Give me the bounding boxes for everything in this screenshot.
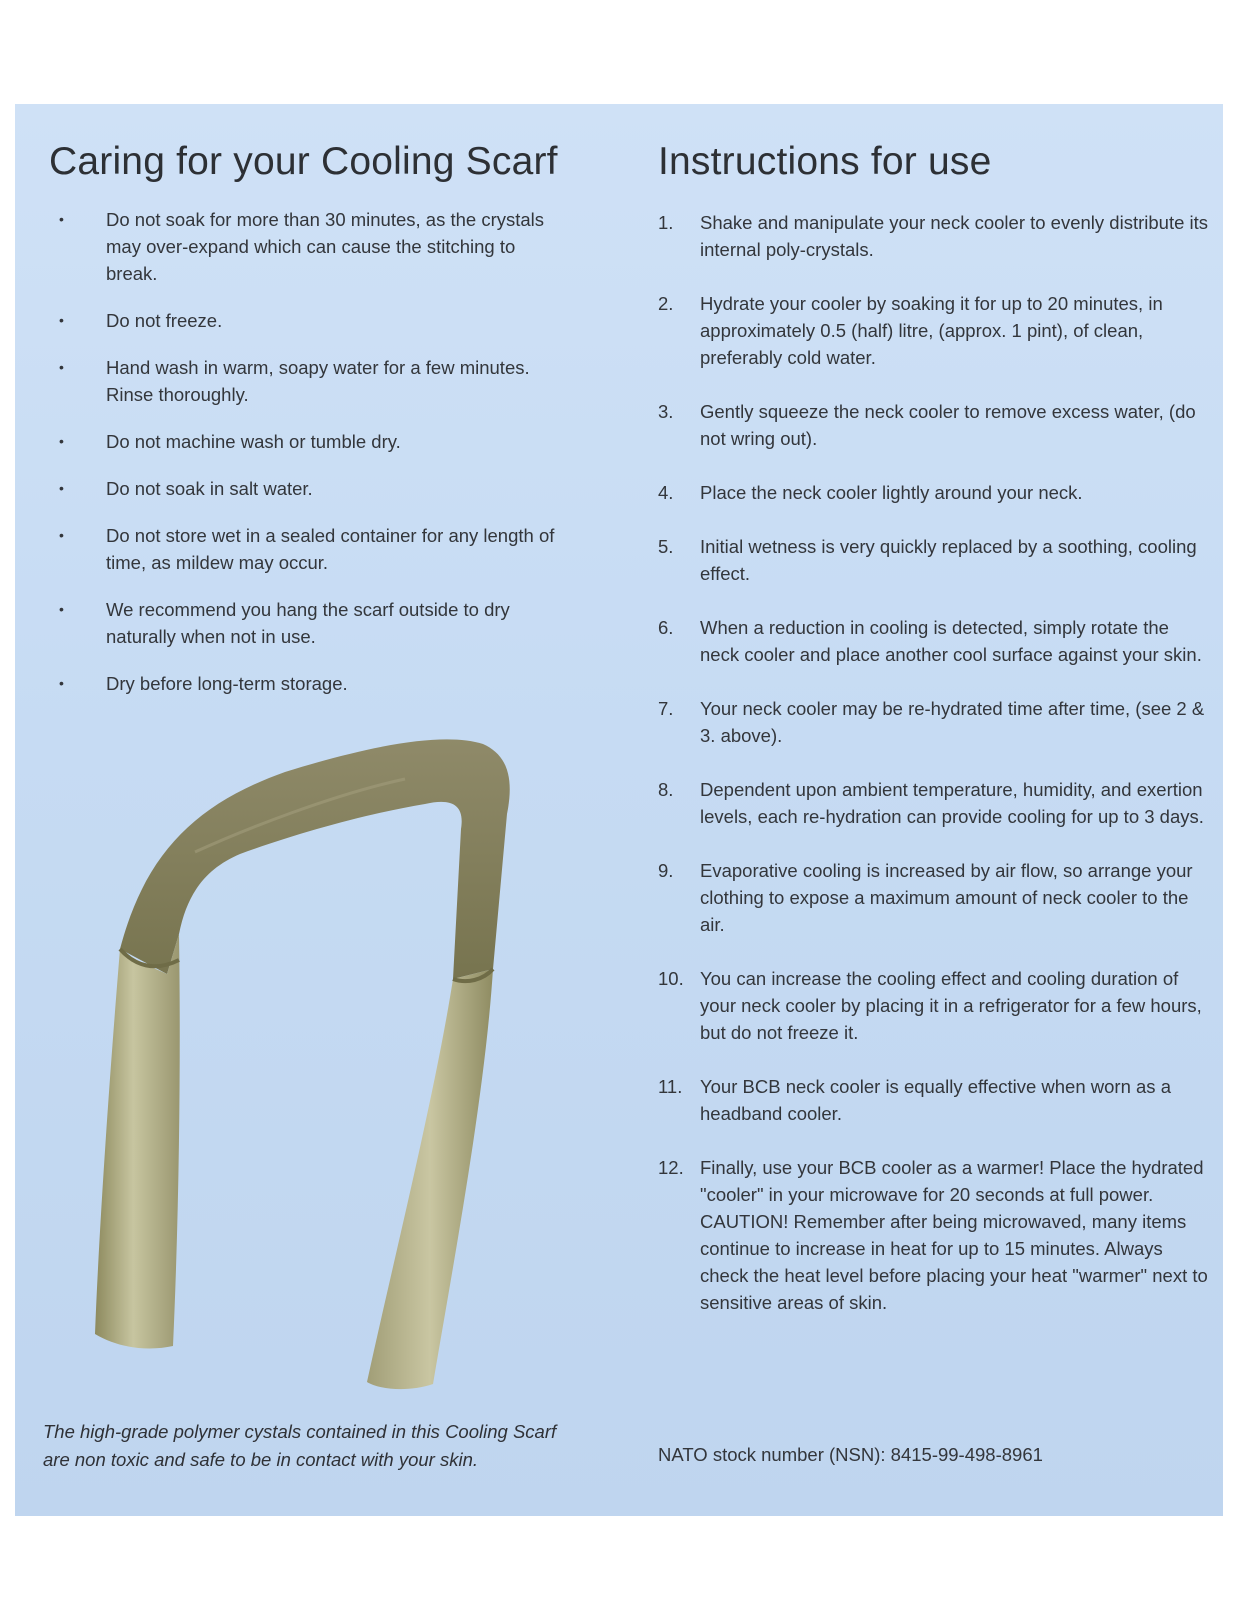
step-text: Shake and manipulate your neck cooler to evenly distribute its internal poly-crystals. <box>700 212 1209 260</box>
step-item <box>658 857 1213 938</box>
care-item: • Do not machine wash or tumble dry. <box>59 431 401 452</box>
care-item: • Do not store wet in a sealed container for any length of time, as mildew may occur. <box>59 525 555 573</box>
step-text: Gently squeeze the neck cooler to remove excess water, (do not wring out). <box>700 401 1196 449</box>
care-item: • Dry before long-term storage. <box>59 673 348 694</box>
instructions-steps <box>658 209 1213 1343</box>
care-item: • Do not freeze. <box>59 310 223 331</box>
step-item <box>658 209 1213 263</box>
step-text: You can increase the cooling effect and cooling duration of your neck cooler by placing it in a refrigerator for a few hours, but do not freeze it. <box>700 968 1202 1043</box>
step-number: 2. <box>658 293 674 314</box>
instructions-title: Instructions for use <box>658 140 992 183</box>
step-item <box>658 614 1213 668</box>
cooling-scarf-illustration <box>75 734 545 1394</box>
step-text: When a reduction in cooling is detected, simply rotate the neck cooler and place another cool surface against your skin. <box>700 617 1202 665</box>
step-number: 4. <box>658 482 674 503</box>
step-item <box>658 533 1213 587</box>
step-text: Your neck cooler may be re-hydrated time after time, (see 2 & 3. above). <box>700 698 1205 746</box>
care-item-text: Do not freeze. <box>106 310 223 331</box>
step-item <box>658 1154 1213 1316</box>
care-item: • Hand wash in warm, soapy water for a few minutes. Rinse thoroughly. <box>59 357 530 405</box>
step-number: 6. <box>658 617 674 638</box>
step-number: 9. <box>658 860 674 881</box>
nato-stock-number: NATO stock number (NSN): 8415-99-498-8961 <box>658 1444 1043 1465</box>
step-text: Evaporative cooling is increased by air flow, so arrange your clothing to expose a maximum amount of neck cooler to the air. <box>700 860 1193 935</box>
care-title: Caring for your Cooling Scarf <box>49 140 558 183</box>
step-text: Place the neck cooler lightly around your neck. <box>700 482 1083 503</box>
care-item-text: Do not machine wash or tumble dry. <box>106 431 401 452</box>
care-list <box>49 206 569 717</box>
step-text: Initial wetness is very quickly replaced by a soothing, cooling effect. <box>700 536 1197 584</box>
care-item-text: Hand wash in warm, soapy water for a few minutes. Rinse thoroughly. <box>106 357 530 405</box>
care-item-text: Do not store wet in a sealed container for any length of time, as mildew may occur. <box>106 525 555 573</box>
step-text: Finally, use your BCB cooler as a warmer! Place the hydrated "cooler" in your microwave for 20 seconds at full power. CAUTION! Remember after being microwaved, many items continue to increase in heat for up to 15 minutes. Always check the heat level before placing your heat "warmer" next to sensitive areas of skin. <box>700 1157 1208 1313</box>
step-text: Your BCB neck cooler is equally effective when worn as a headband cooler. <box>700 1076 1171 1124</box>
step-number: 12. <box>658 1157 684 1178</box>
crystals-safety-note: The high-grade polymer cystals contained in this Cooling Scarf are non toxic and safe to be in contact with your skin. <box>43 1421 557 1470</box>
step-item <box>658 398 1213 452</box>
step-number: 11. <box>658 1076 683 1097</box>
step-number: 3. <box>658 401 674 422</box>
step-item <box>658 1073 1213 1127</box>
step-item <box>658 479 1213 506</box>
care-item: • Do not soak in salt water. <box>59 478 313 499</box>
care-item-text: Do not soak in salt water. <box>106 478 313 499</box>
step-item <box>658 695 1213 749</box>
step-text: Hydrate your cooler by soaking it for up to 20 minutes, in approximately 0.5 (half) litre, (approx. 1 pint), of clean, preferably cold water. <box>700 293 1163 368</box>
step-number: 10. <box>658 968 684 989</box>
care-item: • Do not soak for more than 30 minutes, as the crystals may over-expand which can cause the stitching to break. <box>59 209 545 284</box>
step-number: 7. <box>658 698 674 719</box>
step-item <box>658 290 1213 371</box>
care-item-text: Do not soak for more than 30 minutes, as the crystals may over-expand which can cause the stitching to break. <box>106 209 545 284</box>
step-number: 5. <box>658 536 674 557</box>
step-text: Dependent upon ambient temperature, humidity, and exertion levels, each re-hydration can provide cooling for up to 3 days. <box>700 779 1204 827</box>
care-item-text: We recommend you hang the scarf outside to dry naturally when not in use. <box>106 599 510 647</box>
instruction-sheet <box>15 104 1223 1516</box>
step-item <box>658 776 1213 830</box>
care-item: • We recommend you hang the scarf outside to dry naturally when not in use. <box>59 599 510 647</box>
step-number: 8. <box>658 779 674 800</box>
step-number: 1. <box>658 212 674 233</box>
care-item-text: Dry before long-term storage. <box>106 673 348 694</box>
step-item <box>658 965 1213 1046</box>
